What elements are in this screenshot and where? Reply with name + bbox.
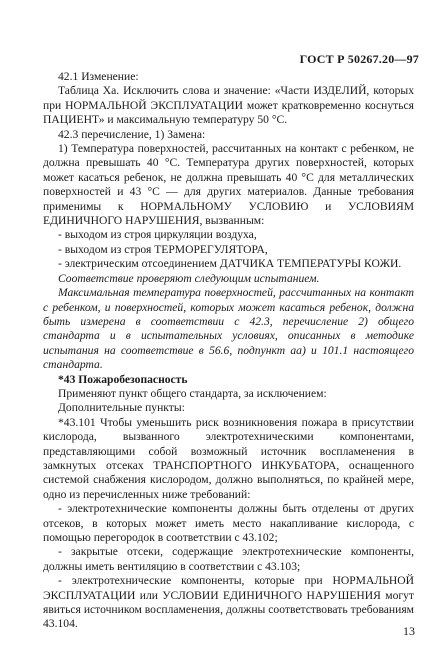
paragraph-42-1: 42.1 Изменение: xyxy=(58,70,139,83)
test-description: Максимальная температура поверхностей, рассчитанных на контакт с ребенком, и поверхностей, которых может касаться ребенок, должна быть измерена в соответствии с 42.3, перечисление 2) общего стандарта и в испытательных условиях, описанных в методике испытания на соответствие в 56.6, подпункт аа) и 101.1 настоящего стандарта. xyxy=(43,286,414,372)
list-item-air-circulation: - выходом из строя циркуляции воздуха, xyxy=(58,228,257,242)
list-item-ventilation: - закрытые отсеки, содержащие электротехнические компоненты, должны иметь вентиляцию в соответствии с 43.103; xyxy=(43,545,414,573)
paragraph-table-xa: Таблица Ха. Исключить слова и значение: «Части ИЗДЕЛИЙ, которых при НОРМАЛЬНОЙ ЭКСПЛУАТАЦИИ может кратковременно коснуться ПАЦИЕНТ» и максимальную температуру 50 °С. xyxy=(43,84,414,127)
paragraph-additional-clauses: Дополнительные пункты: xyxy=(58,401,185,415)
paragraph-43-101: *43.101 Чтобы уменьшить риск возникновения пожара в присутствии кислорода, вызванного электротехническими компонентами, представляющими собой возможный источник воспламенения в замкнутых отсеках ТРАНСПОРТНОГО ИНКУБАТОРА, оснащенного системой снабжения кислородом, должно выполняться, по крайней мере, одно из перечисленных ниже требований: xyxy=(43,415,414,501)
paragraph-temperature: 1) Температура поверхностей, рассчитанных на контакт с ребенком, не должна превышать 40 °С. Температура других поверхностей, которых может касаться ребенок, не должна превышать 40 °С для металлических поверхностей и 43 °С — для других материалов. Данные требования применимы к НОРМАЛЬНОМУ УСЛОВИЮ и УСЛОВИЯМ ЕДИНИЧНОГО НАРУШЕНИЯ, вызванным: xyxy=(43,142,414,228)
list-item-thermoregulator: - выходом из строя ТЕРМОРЕГУЛЯТОРА, xyxy=(58,242,268,256)
page-number: 13 xyxy=(403,624,415,638)
list-item-skin-sensor: - электрическим отсоединением ДАТЧИКА ТЕМПЕРАТУРЫ КОЖИ. xyxy=(58,257,402,271)
list-item-partitions: - электротехнические компоненты должны быть отделены от других отсеков, в которых может иметь место накапливание кислорода, с помощью перегородок в соответствии с 43.102; xyxy=(43,502,414,544)
document-body xyxy=(43,70,414,632)
section-heading-fire-safety: *43 Пожаробезопасность xyxy=(58,372,188,386)
paragraph-42-3: 42.3 перечисление, 1) Замена: xyxy=(58,127,206,141)
document-id-header: ГОСТ Р 50267.20—97 xyxy=(299,52,419,66)
paragraph-general-standard: Применяют пункт общего стандарта, за исключением: xyxy=(58,386,327,400)
list-item-ignition-sources: - электротехнические компоненты, которые при НОРМАЛЬНОЙ ЭКСПЛУАТАЦИИ или УСЛОВИИ ЕДИНИЧНОГО НАРУШЕНИЯ могут явиться источником воспламенения, должны соответствовать требованиям 43.104. xyxy=(43,574,414,631)
compliance-check-note: Соответствие проверяют следующим испытанием. xyxy=(58,271,320,285)
